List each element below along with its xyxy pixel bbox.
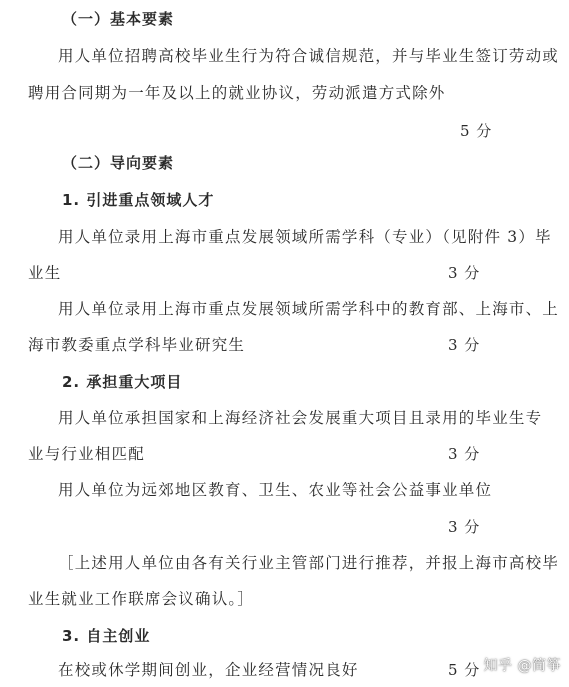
score: 5 分 — [460, 122, 493, 140]
score: 3 分 — [448, 518, 481, 536]
item-text-line: 业与行业相匹配 — [28, 445, 145, 463]
score: 5 分 — [448, 661, 481, 679]
score: 3 分 — [448, 264, 481, 282]
item-text-line: 用人单位录用上海市重点发展领域所需学科中的教育部、上海市、上 — [58, 300, 560, 318]
score: 3 分 — [448, 445, 481, 463]
item-heading-projects: 2. 承担重大项目 — [62, 373, 183, 391]
item-text-line: 海市教委重点学科毕业研究生 — [28, 336, 246, 354]
item-heading-talent: 1. 引进重点领域人才 — [62, 191, 215, 209]
section-heading-guide: （二）导向要素 — [62, 154, 175, 172]
section-heading-basic: （一）基本要素 — [62, 10, 175, 28]
note-text-line: 业生就业工作联席会议确认。］ — [28, 590, 255, 608]
note-text-line: ［上述用人单位由各有关行业主管部门进行推荐，并报上海市高校毕 — [58, 554, 560, 572]
watermark: 知乎 @简筝 — [483, 658, 561, 674]
item-text-line: 业生 — [28, 264, 62, 282]
score: 3 分 — [448, 336, 481, 354]
item-text-line: 用人单位为远郊地区教育、卫生、农业等社会公益事业单位 — [58, 481, 493, 499]
basic-text-line: 聘用合同期为一年及以上的就业协议，劳动派遣方式除外 — [28, 84, 446, 102]
item-heading-startup: 3. 自主创业 — [62, 627, 151, 645]
item-text-line: 在校或休学期间创业，企业经营情况良好 — [58, 661, 359, 679]
basic-text-line: 用人单位招聘高校毕业生行为符合诚信规范，并与毕业生签订劳动或 — [58, 47, 560, 65]
item-text-line: 用人单位录用上海市重点发展领域所需学科（专业）（见附件 3）毕 — [58, 228, 552, 246]
item-text-line: 用人单位承担国家和上海经济社会发展重大项目且录用的毕业生专 — [58, 409, 543, 427]
